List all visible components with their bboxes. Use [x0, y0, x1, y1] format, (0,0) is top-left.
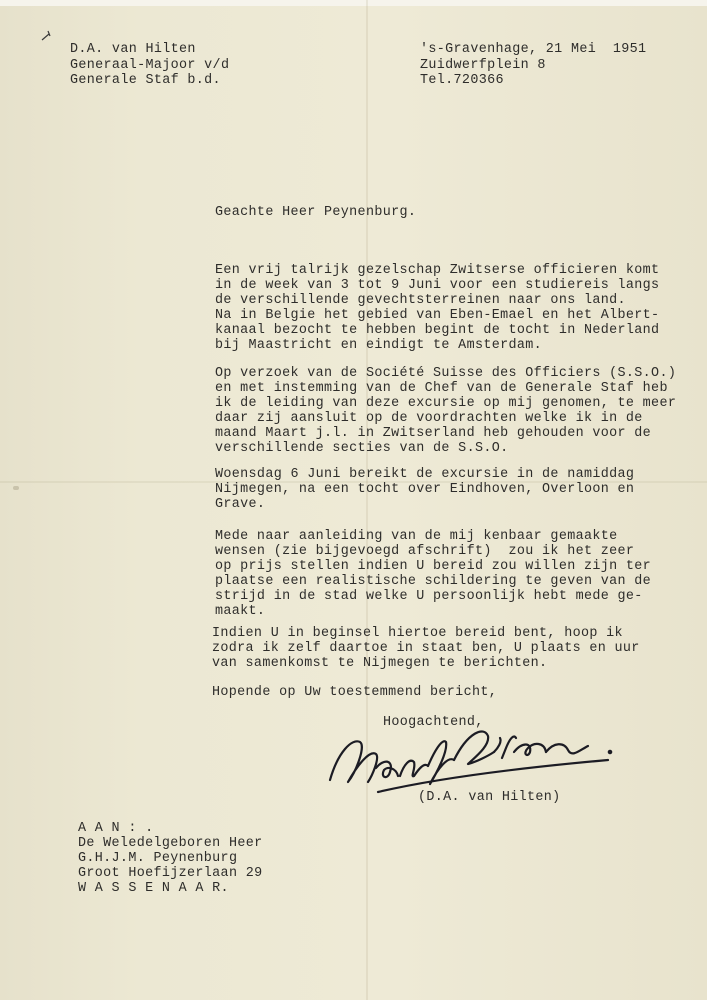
- paragraph-4-line: plaatse een realistische schildering te geven van de: [215, 574, 652, 589]
- paragraph-4-line: wensen (zie bijgevoegd afschrift) zou ik het zeer: [215, 544, 635, 559]
- handwritten-signature: [318, 712, 618, 802]
- paper-top-edge: [0, 0, 707, 6]
- sender-unit: Generale Staf b.d.: [70, 73, 221, 88]
- sender-name: D.A. van Hilten: [70, 42, 196, 57]
- paragraph-1-line: in de week van 3 tot 9 Juni voor een studiereis langs: [215, 278, 660, 293]
- recipient-street: Groot Hoefijzerlaan 29: [78, 866, 263, 881]
- ink-mark: [40, 30, 56, 42]
- paragraph-3-line: Grave.: [215, 497, 266, 512]
- paragraph-5-line: zodra ik zelf daartoe in staat ben, U plaats en uur: [212, 641, 640, 656]
- recipient-line: De Weledelgeboren Heer: [78, 836, 263, 851]
- typed-signature-name: (D.A. van Hilten): [418, 790, 561, 805]
- paragraph-4-line: strijd in de stad welke U persoonlijk hebt mede ge-: [215, 589, 643, 604]
- greeting: Hoogachtend,: [383, 715, 484, 730]
- paragraph-1-line: Een vrij talrijk gezelschap Zwitserse officieren komt: [215, 263, 660, 278]
- salutation: Geachte Heer Peynenburg.: [215, 205, 417, 220]
- sender-rank: Generaal-Majoor v/d: [70, 58, 230, 73]
- paragraph-1-line: Na in Belgie het gebied van Eben-Emael en het Albert-: [215, 308, 660, 323]
- paragraph-2-line: Op verzoek van de Société Suisse des Officiers (S.S.O.): [215, 366, 677, 381]
- sender-street: Zuidwerfplein 8: [420, 58, 546, 73]
- recipient-name: G.H.J.M. Peynenburg: [78, 851, 238, 866]
- paragraph-2-line: maand Maart j.l. in Zwitserland heb gehouden voor de: [215, 426, 652, 441]
- fold-crease-vertical: [366, 0, 368, 1000]
- punch-mark: [13, 486, 19, 490]
- paragraph-2-line: verschillende secties van de S.S.O.: [215, 441, 509, 456]
- paragraph-1-line: de verschillende gevechtsterreinen naar ons land.: [215, 293, 626, 308]
- paragraph-3-line: Nijmegen, na een tocht over Eindhoven, Overloon en: [215, 482, 635, 497]
- place-date: 's-Gravenhage, 21 Mei 1951: [420, 42, 647, 57]
- recipient-city: W A S S E N A A R.: [78, 881, 229, 896]
- paragraph-4-line: Mede naar aanleiding van de mij kenbaar gemaakte: [215, 529, 618, 544]
- paragraph-3-line: Woensdag 6 Juni bereikt de excursie in de namiddag: [215, 467, 635, 482]
- paragraph-5-line: van samenkomst te Nijmegen te berichten.: [212, 656, 548, 671]
- paragraph-1-line: bij Maastricht en eindigt te Amsterdam.: [215, 338, 543, 353]
- closing-line: Hopende op Uw toestemmend bericht,: [212, 685, 498, 700]
- paragraph-2-line: daar zij aansluit op de voordrachten welke ik in de: [215, 411, 643, 426]
- recipient-heading: A A N : .: [78, 821, 154, 836]
- paragraph-5-line: Indien U in beginsel hiertoe bereid bent, hoop ik: [212, 626, 623, 641]
- paragraph-1-line: kanaal bezocht te hebben begint de tocht in Nederland: [215, 323, 660, 338]
- paragraph-4-line: op prijs stellen indien U bereid zou willen zijn ter: [215, 559, 652, 574]
- paragraph-4-line: maakt.: [215, 604, 266, 619]
- paragraph-2-line: en met instemming van de Chef van de Generale Staf heb: [215, 381, 668, 396]
- paragraph-2-line: ik de leiding van deze excursie op mij genomen, te meer: [215, 396, 677, 411]
- sender-phone: Tel.720366: [420, 73, 504, 88]
